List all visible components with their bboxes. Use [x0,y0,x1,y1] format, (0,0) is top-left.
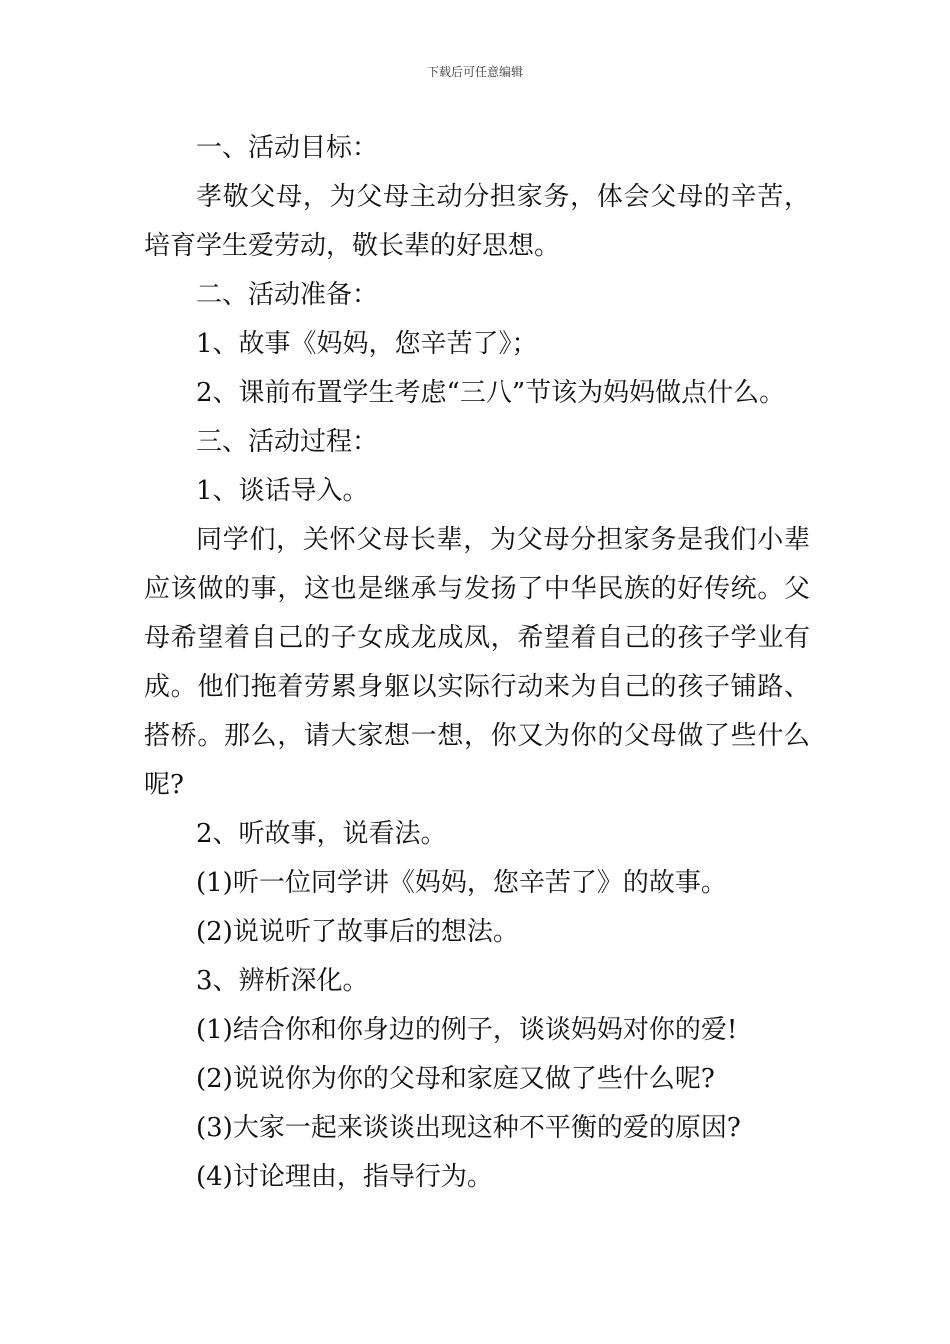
section-heading-objectives: 一、活动目标： [196,133,379,163]
objectives-paragraph: 孝敬父母，为父母主动分担家务，体会父母的辛苦，培育学生爱劳动，敬长辈的好思想。 [144,182,810,261]
process-step-2-item-1: (1)听一位同学讲《妈妈，您辛苦了》的故事。 [196,868,727,898]
preparation-item-1: 1、故事《妈妈，您辛苦了》； [196,329,538,359]
process-step-2-title: 2、听故事，说看法。 [196,819,447,849]
process-step-1-title: 1、谈话导入。 [196,476,369,506]
section-heading-preparation: 二、活动准备： [196,280,379,310]
process-step-3-item-1: (1)结合你和你身边的例子，谈谈妈妈对你的爱! [196,1015,738,1045]
process-step-3-item-4: (4)讨论理由，指导行为。 [196,1162,493,1192]
process-step-3-item-3: (3)大家一起来谈谈出现这种不平衡的爱的原因? [196,1113,741,1143]
page-header-note: 下载后可任意编辑 [426,65,523,79]
process-step-1-paragraph: 同学们，关怀父母长辈，为父母分担家务是我们小辈应该做的事，这也是继承与发扬了中华民族的好传统。父母希望着自己的子女成龙成凤，希望着自己的孩子学业有成。他们拖着劳累身躯以实际行动来为自己的孩子铺路、搭桥。那么，请大家想一想，你又为你的父母做了些什么呢? [144,525,810,800]
document-body [144,124,810,1202]
preparation-item-2: 2、课前布置学生考虑“三八”节该为妈妈做点什么。 [196,378,786,408]
process-step-3-item-2: (2)说说你为你的父母和家庭又做了些什么呢? [196,1064,715,1094]
process-step-2-item-2: (2)说说听了故事后的想法。 [196,917,519,947]
section-heading-process: 三、活动过程： [196,427,379,457]
process-step-3-title: 3、辨析深化。 [196,966,369,996]
